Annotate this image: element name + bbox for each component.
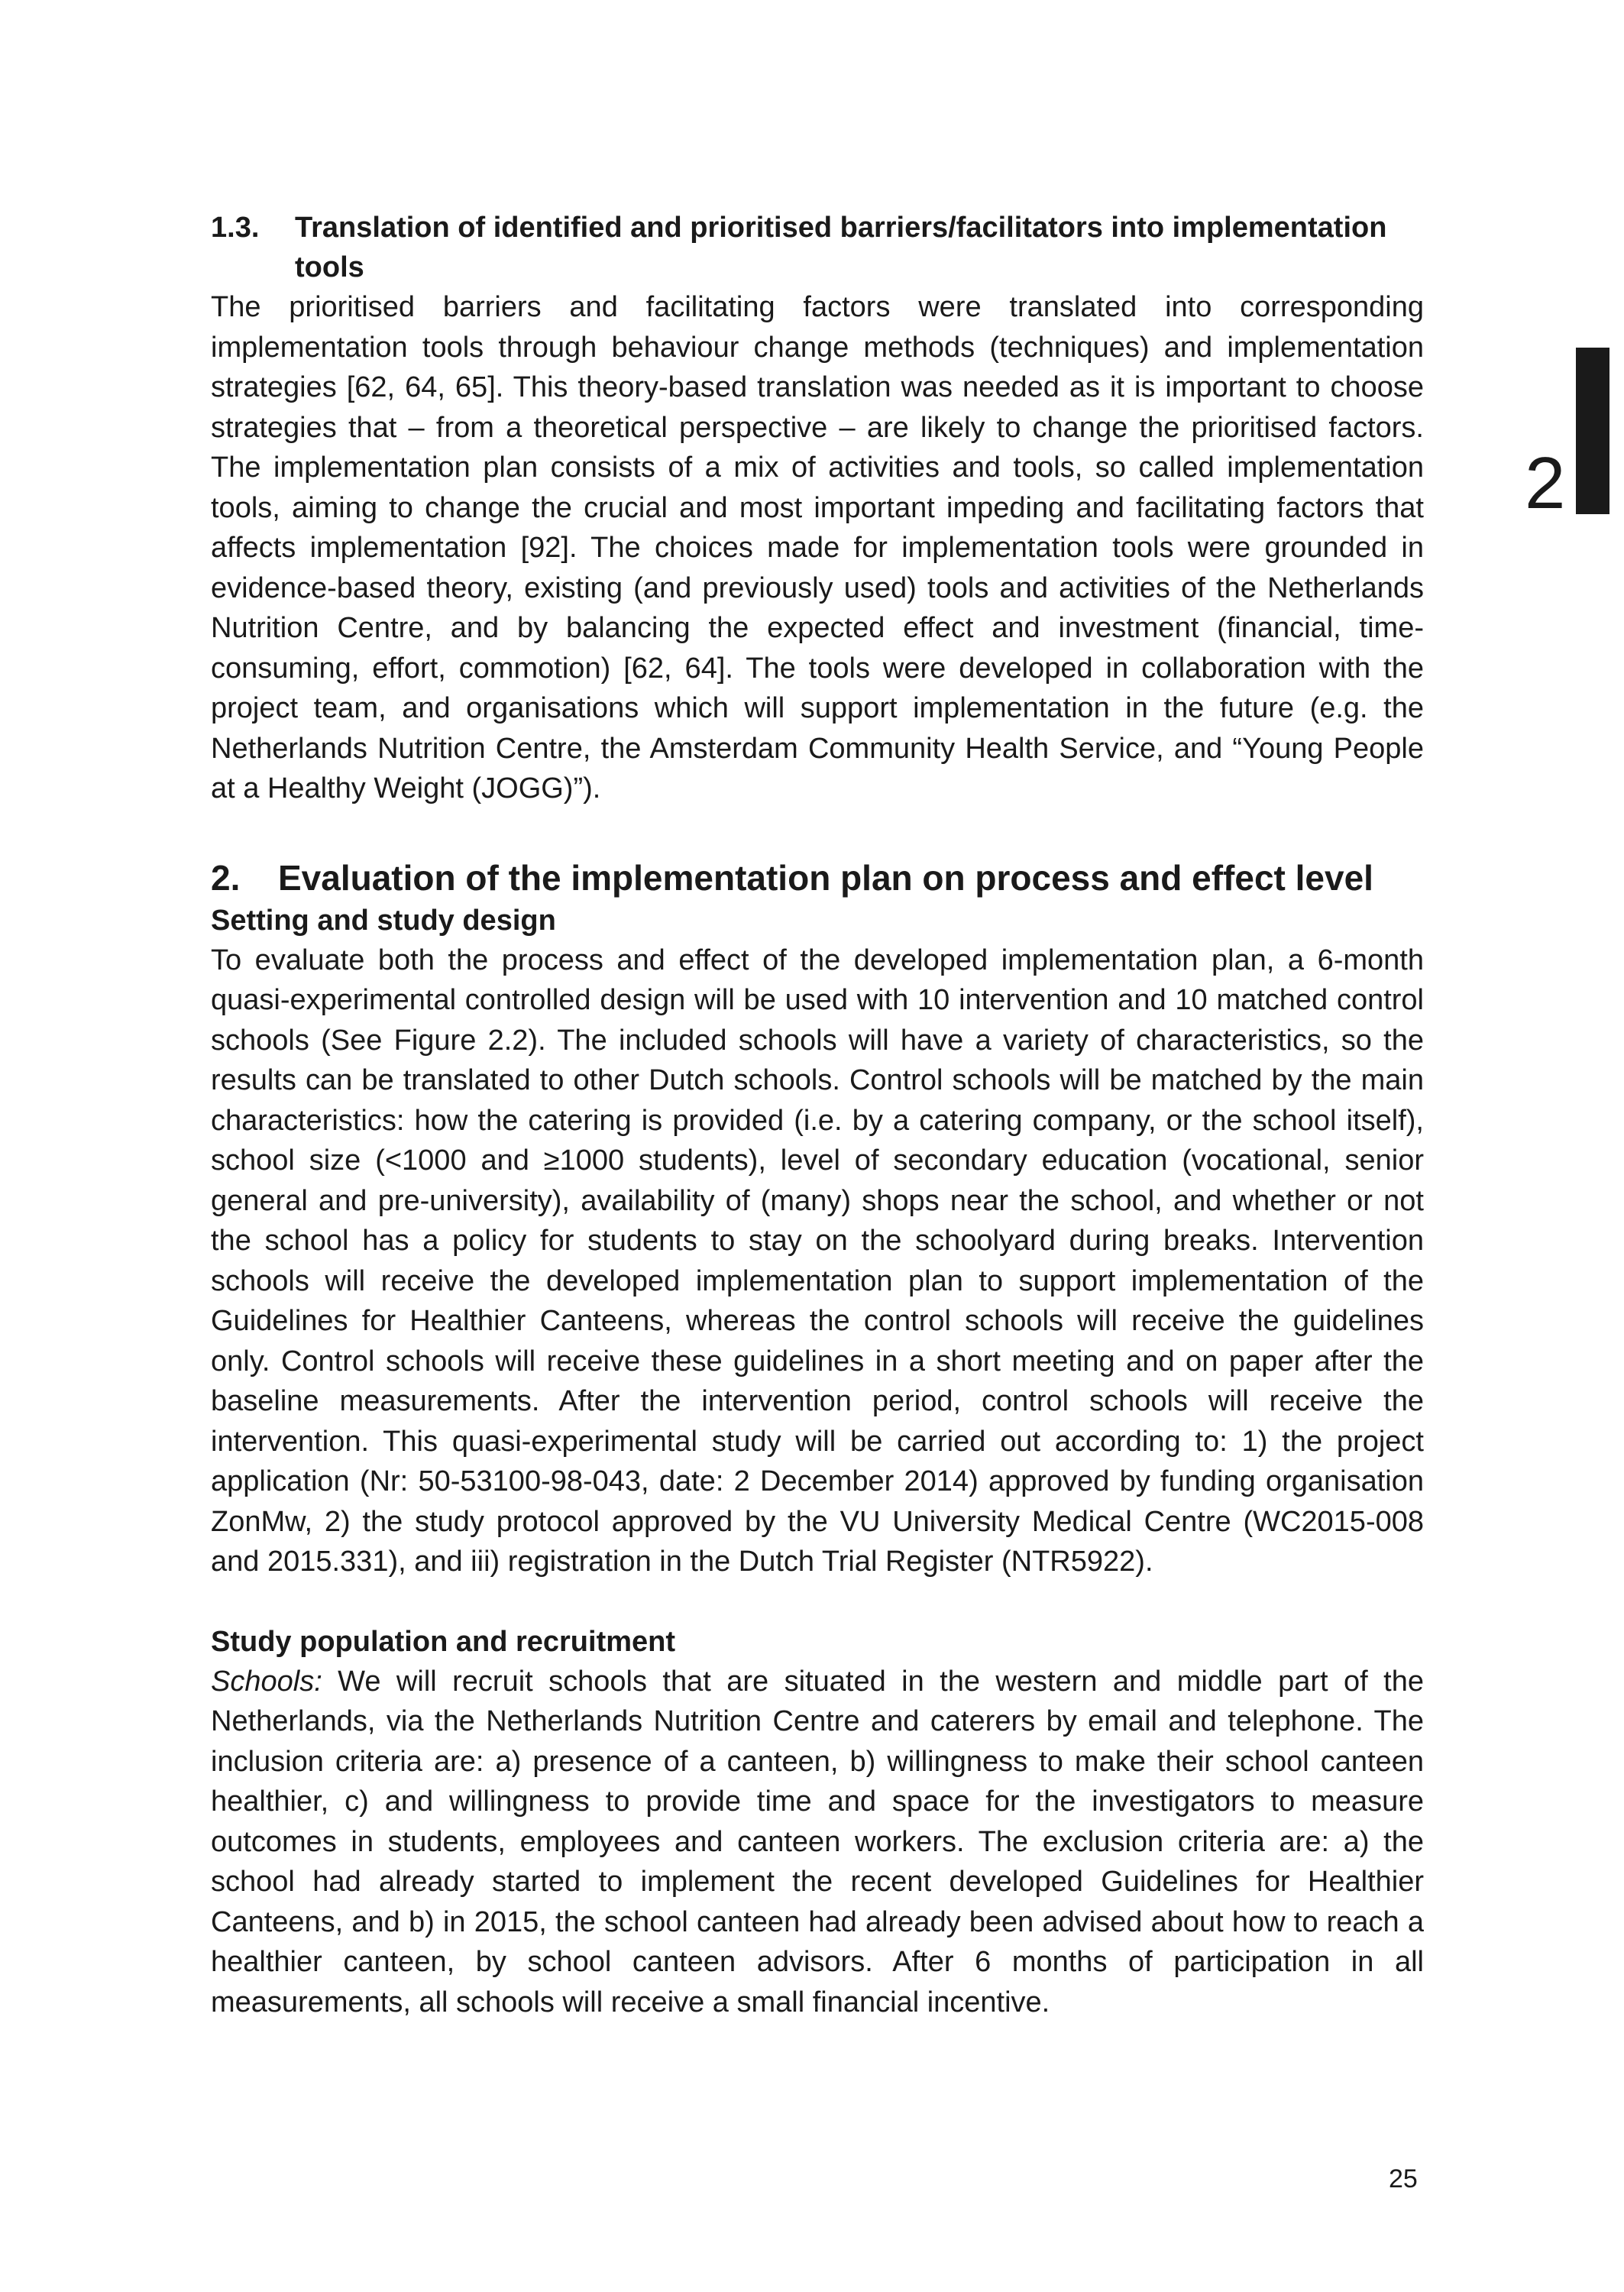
page-number: 25 [1389, 2164, 1418, 2193]
chapter-number: 2 [1525, 442, 1566, 524]
section-1-3-body: The prioritised barriers and facilitating factors were translated into corresponding implementation tools through behaviour change methods (techniques) and implementation strategies [62, 64, 65]. This theory-based translation was needed as it is important to choose strategies that – from a theoretical perspective – are likely to change the prioritised factors. The implementation plan consists of a mix of activities and tools, so called implementation tools, aiming to change the crucial and most important impeding and facilitating factors that affects implementation [92]. The choices made for implementation tools were grounded in evidence-based theory, existing (and previously used) tools and activities of the Netherlands Nutrition Centre, and by balancing the expected effect and investment (financial, time-consuming, effort, commotion) [62, 64]. The tools were developed in collaboration with the project team, and organisations which will support implementation in the future (e.g. the Netherlands Nutrition Centre, the Amsterdam Community Health Service, and “Young People at a Healthy Weight (JOGG)”). [211, 291, 1424, 804]
section-1-3-heading [211, 208, 1424, 287]
population-lead: Schools: [211, 1665, 322, 1698]
population-body [211, 1662, 1424, 2023]
population-heading: Study population and recruitment [211, 1625, 676, 1658]
section-1-3-title: Translation of identified and prioritised barriers/facilitators into implementation tools [295, 212, 1387, 283]
section-1-3-number: 1.3. [211, 212, 260, 244]
page-content [211, 208, 1424, 2022]
chapter-tab-bar [1576, 348, 1609, 514]
population-text: We will recruit schools that are situated in the western and middle part of the Netherlands, via the Netherlands Nutrition Centre and caterers by email and telephone. The inclusion criteria are: a) presence of a canteen, b) willingness to make their school canteen healthier, c) and willingness to provide time and space for the investigators to measure outcomes in students, employees and canteen workers. The exclusion criteria are: a) the school had already started to implement the recent developed Guidelines for Healthier Canteens, and b) in 2015, the school canteen had already been advised about how to reach a healthier canteen, by school canteen advisors. After 6 months of participation in all measurements, all schools will receive a small financial incentive. [211, 1665, 1424, 2018]
setting-body: To evaluate both the process and effect of the developed implementation plan, a 6-month quasi-experimental controlled design will be used with 10 intervention and 10 matched control schools (See Figure 2.2). The included schools will have a variety of characteristics, so the results can be translated to other Dutch schools. Control schools will be matched by the main characteristics: how the catering is provided (i.e. by a catering company, or the school itself), school size (<1000 and ≥1000 students), level of secondary education (vocational, senior general and pre-university), availability of (many) shops near the school, and whether or not the school has a policy for students to stay on the schoolyard during breaks. Intervention schools will receive the developed implementation plan to support implementation of the Guidelines for Healthier Canteens, whereas the control schools will receive the guidelines only. Control schools will receive these guidelines in a short meeting and on paper after the baseline measurements. After the intervention period, control schools will receive the intervention. This quasi-experimental study will be carried out according to: 1) the project application (Nr: 50-53100-98-043, date: 2 December 2014) approved by funding organisation ZonMw, 2) the study protocol approved by the VU University Medical Centre (WC2015-008 and 2015.331), and iii) registration in the Dutch Trial Register (NTR5922). [211, 944, 1424, 1578]
section-2-title: Evaluation of the implementation plan on process and effect level [278, 857, 1373, 898]
section-2-number: 2. [211, 857, 241, 898]
section-2-heading [211, 855, 1424, 901]
setting-heading: Setting and study design [211, 904, 556, 937]
